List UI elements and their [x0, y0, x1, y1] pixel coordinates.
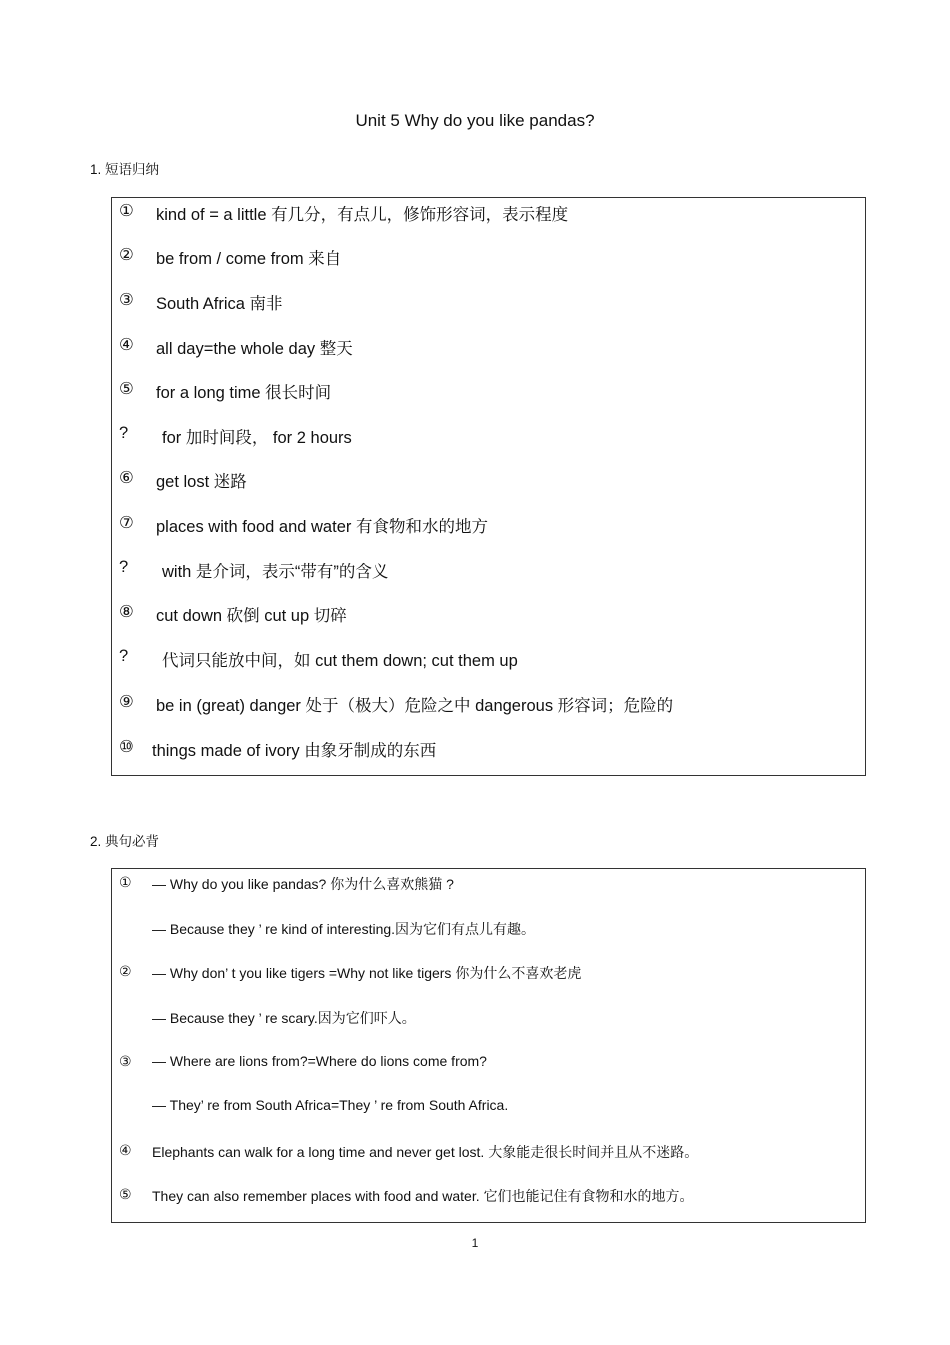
item-marker: ④: [119, 1142, 132, 1158]
item-text: — Because they ’ re scary.因为它们吓人。: [152, 1010, 416, 1026]
item-marker: ⑩: [119, 738, 134, 756]
section-heading-sentences: 2. 典句必背: [90, 834, 160, 849]
section-heading-phrases: 1. 短语归纳: [90, 162, 160, 177]
item-marker: ?: [119, 424, 129, 442]
item-marker: ②: [119, 246, 134, 264]
item-text: all day=the whole day 整天: [156, 340, 353, 358]
item-marker: ③: [119, 1053, 132, 1069]
item-marker: ③: [119, 291, 134, 309]
item-text: 代词只能放中间，如 cut them down; cut them up: [162, 652, 518, 670]
phrases-box: [111, 197, 866, 776]
item-text: — They’ re from South Africa=They ’ re from South Africa.: [152, 1097, 509, 1113]
item-marker: ⑨: [119, 693, 134, 711]
item-text: kind of = a little 有几分，有点儿，修饰形容词，表示程度: [156, 206, 569, 224]
item-marker: ①: [119, 202, 134, 220]
item-text: Elephants can walk for a long time and never get lost. 大象能走很长时间并且从不迷路。: [152, 1144, 699, 1160]
item-marker: ⑤: [119, 1186, 132, 1202]
item-text: be in (great) danger 处于（极大）危险之中 dangerous 形容词；危险的: [156, 697, 674, 715]
item-text: with 是介词，表示“带有”的含义: [162, 563, 389, 581]
item-text: cut down 砍倒 cut up 切碎: [156, 607, 347, 625]
item-marker: ⑧: [119, 603, 134, 621]
item-text: — Where are lions from?=Where do lions come from?: [152, 1053, 487, 1069]
item-text: places with food and water 有食物和水的地方: [156, 518, 488, 536]
item-marker: ⑦: [119, 514, 134, 532]
item-marker: ②: [119, 963, 132, 979]
item-text: — Why don’ t you like tigers =Why not like tigers 你为什么不喜欢老虎: [152, 965, 582, 981]
sentences-box: [111, 868, 866, 1223]
item-text: South Africa 南非: [156, 295, 283, 313]
item-text: for a long time 很长时间: [156, 384, 332, 402]
item-marker: ?: [119, 558, 129, 576]
item-text: be from / come from 来自: [156, 250, 342, 268]
item-marker: ①: [119, 874, 132, 890]
item-marker: ⑥: [119, 469, 134, 487]
item-marker: ④: [119, 336, 134, 354]
item-marker: ⑤: [119, 380, 134, 398]
item-marker: ?: [119, 647, 129, 665]
item-text: — Why do you like pandas? 你为什么喜欢熊猫 ?: [152, 876, 454, 892]
page-title: Unit 5 Why do you like pandas?: [355, 111, 595, 130]
item-text: things made of ivory 由象牙制成的东西: [152, 742, 437, 760]
item-text: — Because they ’ re kind of interesting.因为它们有点儿有趣。: [152, 921, 536, 937]
item-text: They can also remember places with food and water. 它们也能记住有食物和水的地方。: [152, 1188, 694, 1204]
item-text: get lost 迷路: [156, 473, 247, 491]
item-text: for 加时间段， for 2 hours: [162, 429, 352, 447]
page-number: 1: [471, 1236, 479, 1250]
